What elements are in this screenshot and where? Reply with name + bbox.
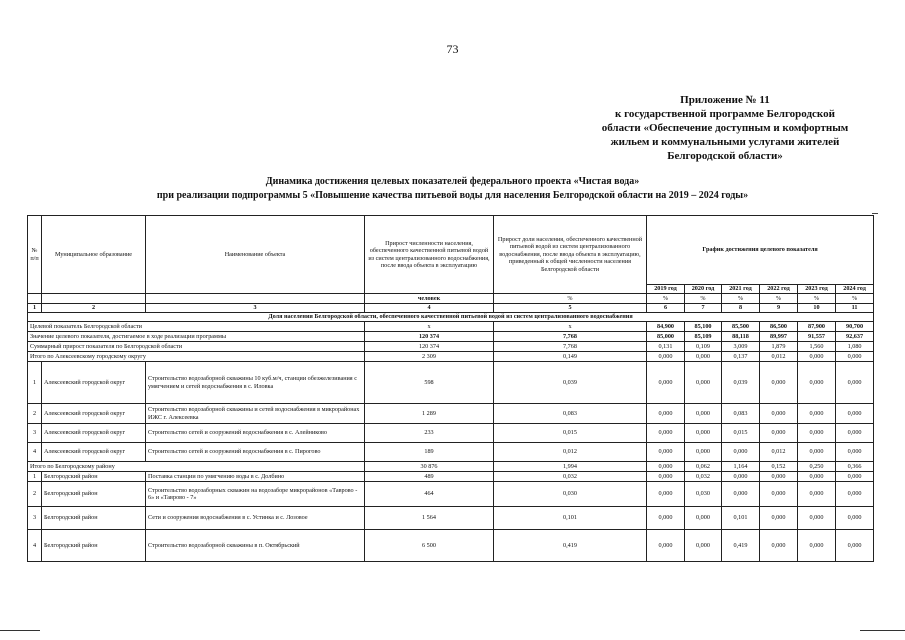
cell-year: 85,100 — [685, 322, 722, 332]
cell-year: 0,000 — [798, 482, 836, 507]
cell-year: 0,000 — [760, 404, 798, 424]
cell-year: 0,419 — [722, 530, 760, 562]
cell-year: 0,000 — [647, 362, 685, 404]
unit-percent: % — [647, 294, 685, 304]
cell-year: 0,000 — [685, 362, 722, 404]
cell-object: Строительство водозаборных скважин на водозаборе микрорайонов «Таврово - 6» и «Таврово - 7» — [146, 482, 365, 507]
cell-people: 120 374 — [365, 332, 494, 342]
cell-municipality: Белгородский район — [42, 482, 146, 507]
cell-people: 1 564 — [365, 507, 494, 530]
cell-year: 0,000 — [760, 507, 798, 530]
cell-year: 0,000 — [647, 404, 685, 424]
row-label: Целевой показатель Белгородской области — [28, 322, 365, 332]
cell-municipality: Алексеевский городской округ — [42, 404, 146, 424]
cell-year: 0,000 — [836, 424, 874, 443]
header-growth-population: Прирост численности населения, обеспеченного качественной питьевой водой из систем централизованного водоснабжения, после ввода объекта в эксплуатацию — [365, 216, 494, 294]
page-number: 73 — [446, 42, 459, 56]
cell-share: 0,012 — [494, 443, 647, 462]
cell-year: 0,000 — [647, 482, 685, 507]
cell-year: 0,062 — [685, 462, 722, 472]
cell-people: 1 289 — [365, 404, 494, 424]
row-label: Итого по Алексеевскому городскому округу — [28, 352, 365, 362]
row-label: Значение целевого показателя, достигаемое в ходе реализации программы — [28, 332, 365, 342]
unit-cell — [42, 294, 146, 304]
cell-municipality: Белгородский район — [42, 472, 146, 482]
cell-year: 0,000 — [685, 404, 722, 424]
cell-year: 0,000 — [722, 472, 760, 482]
col-number: 10 — [798, 304, 836, 313]
cell-share: 0,032 — [494, 472, 647, 482]
appendix-line: Приложение № 11 — [680, 94, 770, 106]
cell-people: 120 374 — [365, 342, 494, 352]
unit-percent: % — [685, 294, 722, 304]
header-municipality: Муниципальное образование — [42, 216, 146, 294]
cell-year: 0,039 — [722, 362, 760, 404]
cell-year: 0,000 — [760, 362, 798, 404]
cell-year: 0,366 — [836, 462, 874, 472]
header-year: 2021 год — [722, 285, 760, 294]
cell-object: Сети и сооружения водоснабжения в с. Устинка и с. Лозовое — [146, 507, 365, 530]
cell-year: 0,012 — [760, 352, 798, 362]
column-numbers-row — [28, 304, 874, 313]
col-number: 6 — [647, 304, 685, 313]
header-object: Наименование объекта — [146, 216, 365, 294]
cell-num: 1 — [28, 362, 42, 404]
section-title: Доля населения Белгородской области, обеспеченного качественной питьевой водой из систем централизованного водоснабжения — [28, 313, 874, 322]
table-row — [28, 530, 874, 562]
cell-year: 0,152 — [760, 462, 798, 472]
unit-percent: % — [836, 294, 874, 304]
cell-year: 0,000 — [647, 472, 685, 482]
cell-people: х — [365, 322, 494, 332]
appendix-line: жильем и коммунальными услугами жителей — [610, 136, 840, 148]
cell-year: 0,000 — [685, 530, 722, 562]
scan-edge-line — [860, 630, 905, 631]
cell-year: 0,000 — [798, 443, 836, 462]
cell-year: 0,032 — [685, 472, 722, 482]
cell-object: Строительство сетей и сооружений водоснабжения в с. Пирогово — [146, 443, 365, 462]
cell-num: 2 — [28, 482, 42, 507]
unit-percent: % — [798, 294, 836, 304]
cell-year: 90,700 — [836, 322, 874, 332]
cell-year: 85,500 — [722, 322, 760, 332]
cell-year: 0,030 — [685, 482, 722, 507]
col-number: 2 — [42, 304, 146, 313]
cell-people: 464 — [365, 482, 494, 507]
header-schedule: График достижения целевого показателя — [647, 216, 874, 285]
cell-municipality: Алексеевский городской округ — [42, 443, 146, 462]
cell-year: 85,109 — [685, 332, 722, 342]
table-row — [28, 404, 874, 424]
header-year: 2022 год — [760, 285, 798, 294]
cell-year: 0,000 — [798, 404, 836, 424]
cell-year: 0,000 — [836, 530, 874, 562]
col-number: 7 — [685, 304, 722, 313]
col-number: 9 — [760, 304, 798, 313]
cell-year: 0,000 — [647, 352, 685, 362]
cell-year: 0,000 — [647, 424, 685, 443]
row-label: Суммарный прирост показателя по Белгородской области — [28, 342, 365, 352]
cell-year: 0,000 — [798, 507, 836, 530]
cell-people: 598 — [365, 362, 494, 404]
cell-year: 86,500 — [760, 322, 798, 332]
cell-year: 84,900 — [647, 322, 685, 332]
cell-year: 3,009 — [722, 342, 760, 352]
cell-year: 0,000 — [647, 530, 685, 562]
cell-year: 0,000 — [685, 424, 722, 443]
unit-percent: % — [494, 294, 647, 304]
cell-year: 0,000 — [836, 507, 874, 530]
cell-year: 0,131 — [647, 342, 685, 352]
title-line: при реализации подпрограммы 5 «Повышение качества питьевой воды для населения Белгородской области на 2019 – 2024 годы» — [156, 190, 749, 201]
cell-year: 0,000 — [760, 472, 798, 482]
cell-year: 0,000 — [836, 352, 874, 362]
cell-year: 0,000 — [836, 362, 874, 404]
cell-municipality: Белгородский район — [42, 530, 146, 562]
cell-municipality: Алексеевский городской округ — [42, 362, 146, 404]
cell-num: 3 — [28, 507, 42, 530]
cell-share: х — [494, 322, 647, 332]
cell-object: Строительство водозаборной скважины и сетей водоснабжения в микрорайонах ИЖС г. Алексеевка — [146, 404, 365, 424]
cell-share: 0,030 — [494, 482, 647, 507]
cell-year: 88,118 — [722, 332, 760, 342]
cell-object: Строительство водозаборной скважины 10 куб.м/ч, станции обезжелезивания с умягчением и сетей водоснабжения в с. Иловка — [146, 362, 365, 404]
cell-people: 489 — [365, 472, 494, 482]
cell-year: 0,000 — [760, 424, 798, 443]
cell-year: 0,000 — [798, 362, 836, 404]
cell-share: 0,419 — [494, 530, 647, 562]
cell-year: 0,000 — [647, 462, 685, 472]
cell-year: 0,000 — [836, 404, 874, 424]
col-number: 5 — [494, 304, 647, 313]
cell-year: 0,000 — [685, 443, 722, 462]
cell-year: 0,000 — [836, 472, 874, 482]
cell-share: 1,994 — [494, 462, 647, 472]
cell-num: 4 — [28, 530, 42, 562]
cell-year: 0,012 — [760, 443, 798, 462]
cell-object: Строительство водозаборной скважины в п. Октябрьский — [146, 530, 365, 562]
cell-year: 0,000 — [685, 507, 722, 530]
cell-object: Строительство сетей и сооружений водоснабжения в с. Алейниково — [146, 424, 365, 443]
appendix-line: к государственной программе Белгородской — [615, 108, 835, 120]
cell-share: 0,083 — [494, 404, 647, 424]
table-row — [28, 507, 874, 530]
indicators-table — [27, 215, 873, 562]
cell-year: 0,101 — [722, 507, 760, 530]
cell-year: 0,000 — [798, 424, 836, 443]
col-number: 4 — [365, 304, 494, 313]
table-row — [28, 462, 874, 472]
cell-share: 0,101 — [494, 507, 647, 530]
cell-year: 0,000 — [798, 352, 836, 362]
cell-people: 2 309 — [365, 352, 494, 362]
cell-people: 189 — [365, 443, 494, 462]
table-row — [28, 424, 874, 443]
header-year: 2024 год — [836, 285, 874, 294]
cell-year: 1,164 — [722, 462, 760, 472]
document-title — [0, 175, 905, 203]
cell-year: 0,000 — [685, 352, 722, 362]
appendix-line: области «Обеспечение доступным и комфортным — [601, 122, 849, 134]
cell-year: 89,997 — [760, 332, 798, 342]
table-row — [28, 472, 874, 482]
cell-year: 0,000 — [647, 443, 685, 462]
cell-municipality: Алексеевский городской округ — [42, 424, 146, 443]
cell-year: 0,000 — [798, 530, 836, 562]
cell-num: 2 — [28, 404, 42, 424]
cell-people: 30 876 — [365, 462, 494, 472]
cell-num: 3 — [28, 424, 42, 443]
appendix-line: Белгородской области» — [667, 150, 783, 162]
cell-share: 7,768 — [494, 342, 647, 352]
cell-year: 85,000 — [647, 332, 685, 342]
unit-people: человек — [365, 294, 494, 304]
header-growth-share: Прирост доли населения, обеспеченного качественной питьевой водой из систем централизованного водоснабжения, после ввода объекта в эксплуатацию, приведенный к общей численности населения Белгородской области — [494, 216, 647, 294]
cell-share: 0,015 — [494, 424, 647, 443]
cell-num: 4 — [28, 443, 42, 462]
cell-year: 0,000 — [836, 482, 874, 507]
cell-year: 1,080 — [836, 342, 874, 352]
cell-year: 0,250 — [798, 462, 836, 472]
cell-year: 92,637 — [836, 332, 874, 342]
cell-municipality: Белгородский район — [42, 507, 146, 530]
cell-year: 0,083 — [722, 404, 760, 424]
cell-year: 0,015 — [722, 424, 760, 443]
cell-year: 87,900 — [798, 322, 836, 332]
table-row — [28, 322, 874, 332]
unit-percent: % — [722, 294, 760, 304]
appendix-header — [560, 93, 890, 163]
cell-year: 0,137 — [722, 352, 760, 362]
col-number: 3 — [146, 304, 365, 313]
unit-cell — [146, 294, 365, 304]
table-row — [28, 332, 874, 342]
cell-share: 7,768 — [494, 332, 647, 342]
col-number: 1 — [28, 304, 42, 313]
cell-object: Поставка станции по умягчению воды в с. Долбино — [146, 472, 365, 482]
table-row — [28, 352, 874, 362]
cell-year: 1,560 — [798, 342, 836, 352]
cell-people: 233 — [365, 424, 494, 443]
cell-year: 0,000 — [722, 443, 760, 462]
table-row — [28, 362, 874, 404]
cell-num: 1 — [28, 472, 42, 482]
cell-year: 0,000 — [798, 472, 836, 482]
cell-year: 0,000 — [760, 482, 798, 507]
table — [27, 215, 874, 562]
title-line: Динамика достижения целевых показателей федерального проекта «Чистая вода» — [265, 176, 640, 187]
cell-people: 6 500 — [365, 530, 494, 562]
cell-year: 0,000 — [722, 482, 760, 507]
header-num: № п/п — [28, 216, 42, 294]
cell-share: 0,149 — [494, 352, 647, 362]
col-number: 11 — [836, 304, 874, 313]
cell-share: 0,039 — [494, 362, 647, 404]
cell-year: 0,000 — [760, 530, 798, 562]
scan-edge-line — [0, 630, 40, 631]
divider — [872, 213, 878, 214]
table-row — [28, 443, 874, 462]
table-row — [28, 342, 874, 352]
cell-year: 0,109 — [685, 342, 722, 352]
unit-cell — [28, 294, 42, 304]
header-year: 2020 год — [685, 285, 722, 294]
cell-year: 1,879 — [760, 342, 798, 352]
header-year: 2019 год — [647, 285, 685, 294]
table-row — [28, 482, 874, 507]
cell-year: 0,000 — [836, 443, 874, 462]
cell-year: 0,000 — [647, 507, 685, 530]
header-year: 2023 год — [798, 285, 836, 294]
col-number: 8 — [722, 304, 760, 313]
row-label: Итого по Белгородскому району — [28, 462, 365, 472]
cell-year: 91,557 — [798, 332, 836, 342]
unit-percent: % — [760, 294, 798, 304]
